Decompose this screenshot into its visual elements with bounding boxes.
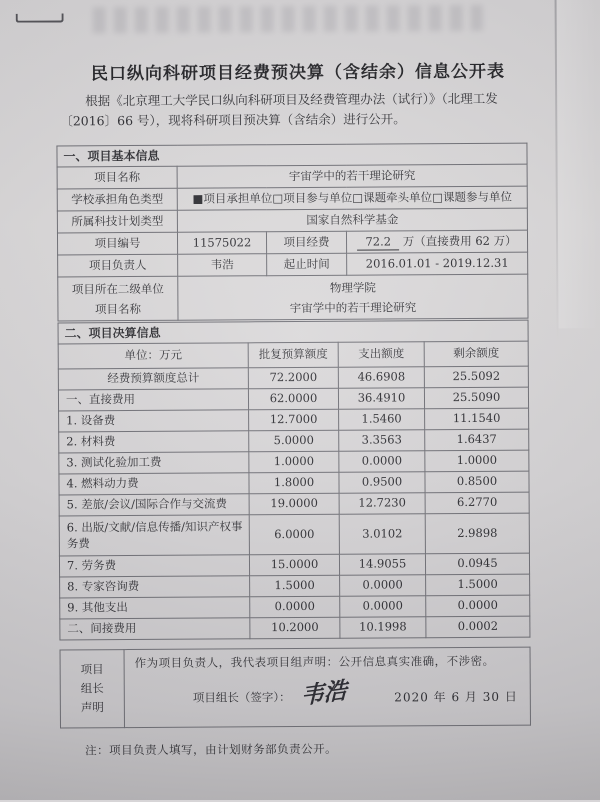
- row-budget: 1.0000: [249, 451, 339, 473]
- row-remain: 0.0000: [426, 595, 530, 617]
- row-remain: 25.5090: [424, 387, 528, 409]
- project-no-label: 项目编号: [57, 232, 177, 255]
- row-remain: 2.9898: [425, 513, 529, 554]
- signature-row: [135, 677, 522, 710]
- side-label-line1: 项目: [80, 662, 104, 677]
- role-type-checkboxes: ■项目承担单位□项目参与单位□课题牵头单位□课题参与单位: [177, 186, 527, 210]
- budget-table: [58, 320, 531, 641]
- row-spent: 14.9055: [339, 554, 425, 576]
- col-unit: 单位：万元: [58, 343, 248, 369]
- side-label-line3: 声明: [80, 700, 104, 715]
- project-name-value: 宇宙学中的若干理论研究: [177, 164, 527, 188]
- row-budget: 5.0000: [249, 430, 339, 452]
- budget-row-equipment: [59, 408, 529, 432]
- staple-mark: [16, 13, 64, 22]
- row-label: 经费预算额度总计: [58, 368, 248, 390]
- budget-row-materials: [59, 429, 529, 453]
- row-spent: 0.0000: [340, 575, 426, 597]
- duration-label: 起止时间: [267, 253, 347, 275]
- row-budget: 72.2000: [248, 367, 338, 389]
- row-remain: 25.5092: [424, 366, 528, 388]
- row-budget: 15.0000: [249, 554, 339, 576]
- row-spent: 36.4910: [338, 388, 424, 410]
- unit-label: [58, 276, 178, 321]
- handwritten-signature: 韦浩: [300, 677, 347, 710]
- signature-label: 项目组长（签字）：: [192, 690, 291, 705]
- row-budget: 12.7000: [249, 409, 339, 431]
- unit-label-line2: 项目名称: [94, 301, 141, 316]
- fund-suffix: 万（直接费用 62 万）: [398, 233, 517, 249]
- section2-heading: 二、项目决算信息: [58, 320, 528, 344]
- col-remain: 剩余额度: [424, 341, 528, 367]
- row-label: 4. 燃料动力费: [59, 473, 249, 495]
- plan-type-label: 所属科技计划类型: [57, 210, 177, 233]
- row-spent: 46.6908: [338, 367, 424, 389]
- row-label: 2. 材料费: [59, 431, 249, 453]
- row-budget: 10.2000: [250, 617, 340, 639]
- fund-value: [346, 230, 527, 253]
- budget-row-indirect: [60, 616, 530, 640]
- budget-row-consulting: [60, 574, 530, 598]
- side-label-line2: 组长: [80, 681, 104, 696]
- intro-line-2: 〔2016〕66 号），现将科研项目预决算（含结余）进行公开。: [60, 111, 406, 129]
- row-label: 一、直接费用: [58, 389, 248, 411]
- page-edge-highlight: [557, 0, 599, 328]
- footnote: 注：项目负责人填写，由计划财务部负责公开。: [85, 741, 338, 758]
- unit-value-line1: 物理学院: [329, 280, 376, 295]
- row-spent: 0.9500: [339, 472, 425, 494]
- row-spent: 3.3563: [339, 430, 425, 452]
- budget-row-fuel: [59, 471, 529, 495]
- plan-type-value: 国家自然科学基金: [177, 208, 527, 232]
- project-no-value: 11575022: [177, 232, 266, 255]
- row-remain: 0.0945: [425, 553, 529, 575]
- row-budget: 62.0000: [248, 388, 338, 410]
- row-label: 二、间接费用: [60, 618, 250, 640]
- budget-row-labor: [59, 553, 529, 577]
- row-budget: 1.5000: [250, 575, 340, 597]
- pi-name: 韦浩: [178, 254, 267, 277]
- row-label: 8. 专家咨询费: [60, 576, 250, 598]
- row-remain: 0.0002: [426, 616, 530, 638]
- row-budget: 19.0000: [249, 493, 339, 515]
- row-spent: 3.0102: [339, 514, 425, 555]
- budget-row-direct: [58, 387, 528, 411]
- intro-paragraph: [60, 89, 538, 132]
- row-label: 5. 差旅/会议/国际合作与交流费: [59, 494, 249, 516]
- declaration-body: [124, 647, 530, 727]
- row-spent: 12.7230: [339, 493, 425, 515]
- document-title: 民口纵向科研项目经费预决算（含结余）信息公开表: [90, 61, 506, 85]
- fund-label: 项目经费: [266, 231, 346, 253]
- declaration-statement: 作为项目负责人，我代表项目组声明：公开信息真实准确，不涉密。: [134, 653, 495, 671]
- row-spent: 1.5460: [339, 409, 425, 431]
- row-budget: 0.0000: [250, 596, 340, 618]
- declaration-side-label: [60, 650, 124, 728]
- budget-row-publication: [59, 513, 529, 556]
- project-name-label: 项目名称: [57, 166, 177, 189]
- unit-value-line2: 宇宙学中的若干理论研究: [289, 299, 417, 315]
- row-remain: 6.2770: [425, 492, 529, 514]
- budget-row-total: [58, 366, 528, 390]
- row-remain: 11.1540: [425, 408, 529, 430]
- role-type-label: 学校承担角色类型: [57, 188, 177, 211]
- row-spent: 0.0000: [340, 596, 426, 618]
- row-remain: 1.5000: [426, 574, 530, 596]
- signature-date: 2020 年 6 月 30 日: [394, 689, 518, 705]
- row-budget: 1.8000: [249, 472, 339, 494]
- basic-info-table: [56, 143, 528, 322]
- budget-row-other: [60, 595, 530, 619]
- intro-line-1: 根据《北京理工大学民口纵向科研项目及经费管理办法（试行）》（北理工发: [85, 90, 498, 109]
- row-label: 3. 测试化验加工费: [59, 452, 249, 474]
- row-label: 9. 其他支出: [60, 597, 250, 619]
- row-spent: 0.0000: [339, 451, 425, 473]
- col-spent: 支出额度: [338, 342, 424, 368]
- row-label: 6. 出版/文献/信息传播/知识产权事务费: [59, 515, 249, 556]
- pi-label: 项目负责人: [58, 254, 178, 277]
- budget-row-travel: [59, 492, 529, 516]
- row-remain: 1.6437: [425, 429, 529, 451]
- section1-heading: 一、项目基本信息: [57, 143, 527, 167]
- unit-value: [178, 274, 528, 320]
- col-budget: 批复预算额度: [248, 342, 338, 368]
- unit-label-line1: 项目所在二级单位: [71, 281, 164, 296]
- row-label: 1. 设备费: [59, 410, 249, 432]
- bleed-through-ghost-text: [93, 5, 483, 33]
- row-remain: 0.8500: [425, 471, 529, 493]
- duration-value: 2016.01.01 - 2019.12.31: [347, 252, 528, 275]
- row-budget: 6.0000: [249, 514, 339, 555]
- declaration-table: [60, 647, 531, 729]
- row-remain: 1.0000: [425, 450, 529, 472]
- row-label: 7. 劳务费: [59, 555, 249, 577]
- fund-amount-underlined: 72.2: [357, 234, 399, 250]
- budget-row-testing: [59, 450, 529, 474]
- row-spent: 10.1998: [340, 617, 426, 639]
